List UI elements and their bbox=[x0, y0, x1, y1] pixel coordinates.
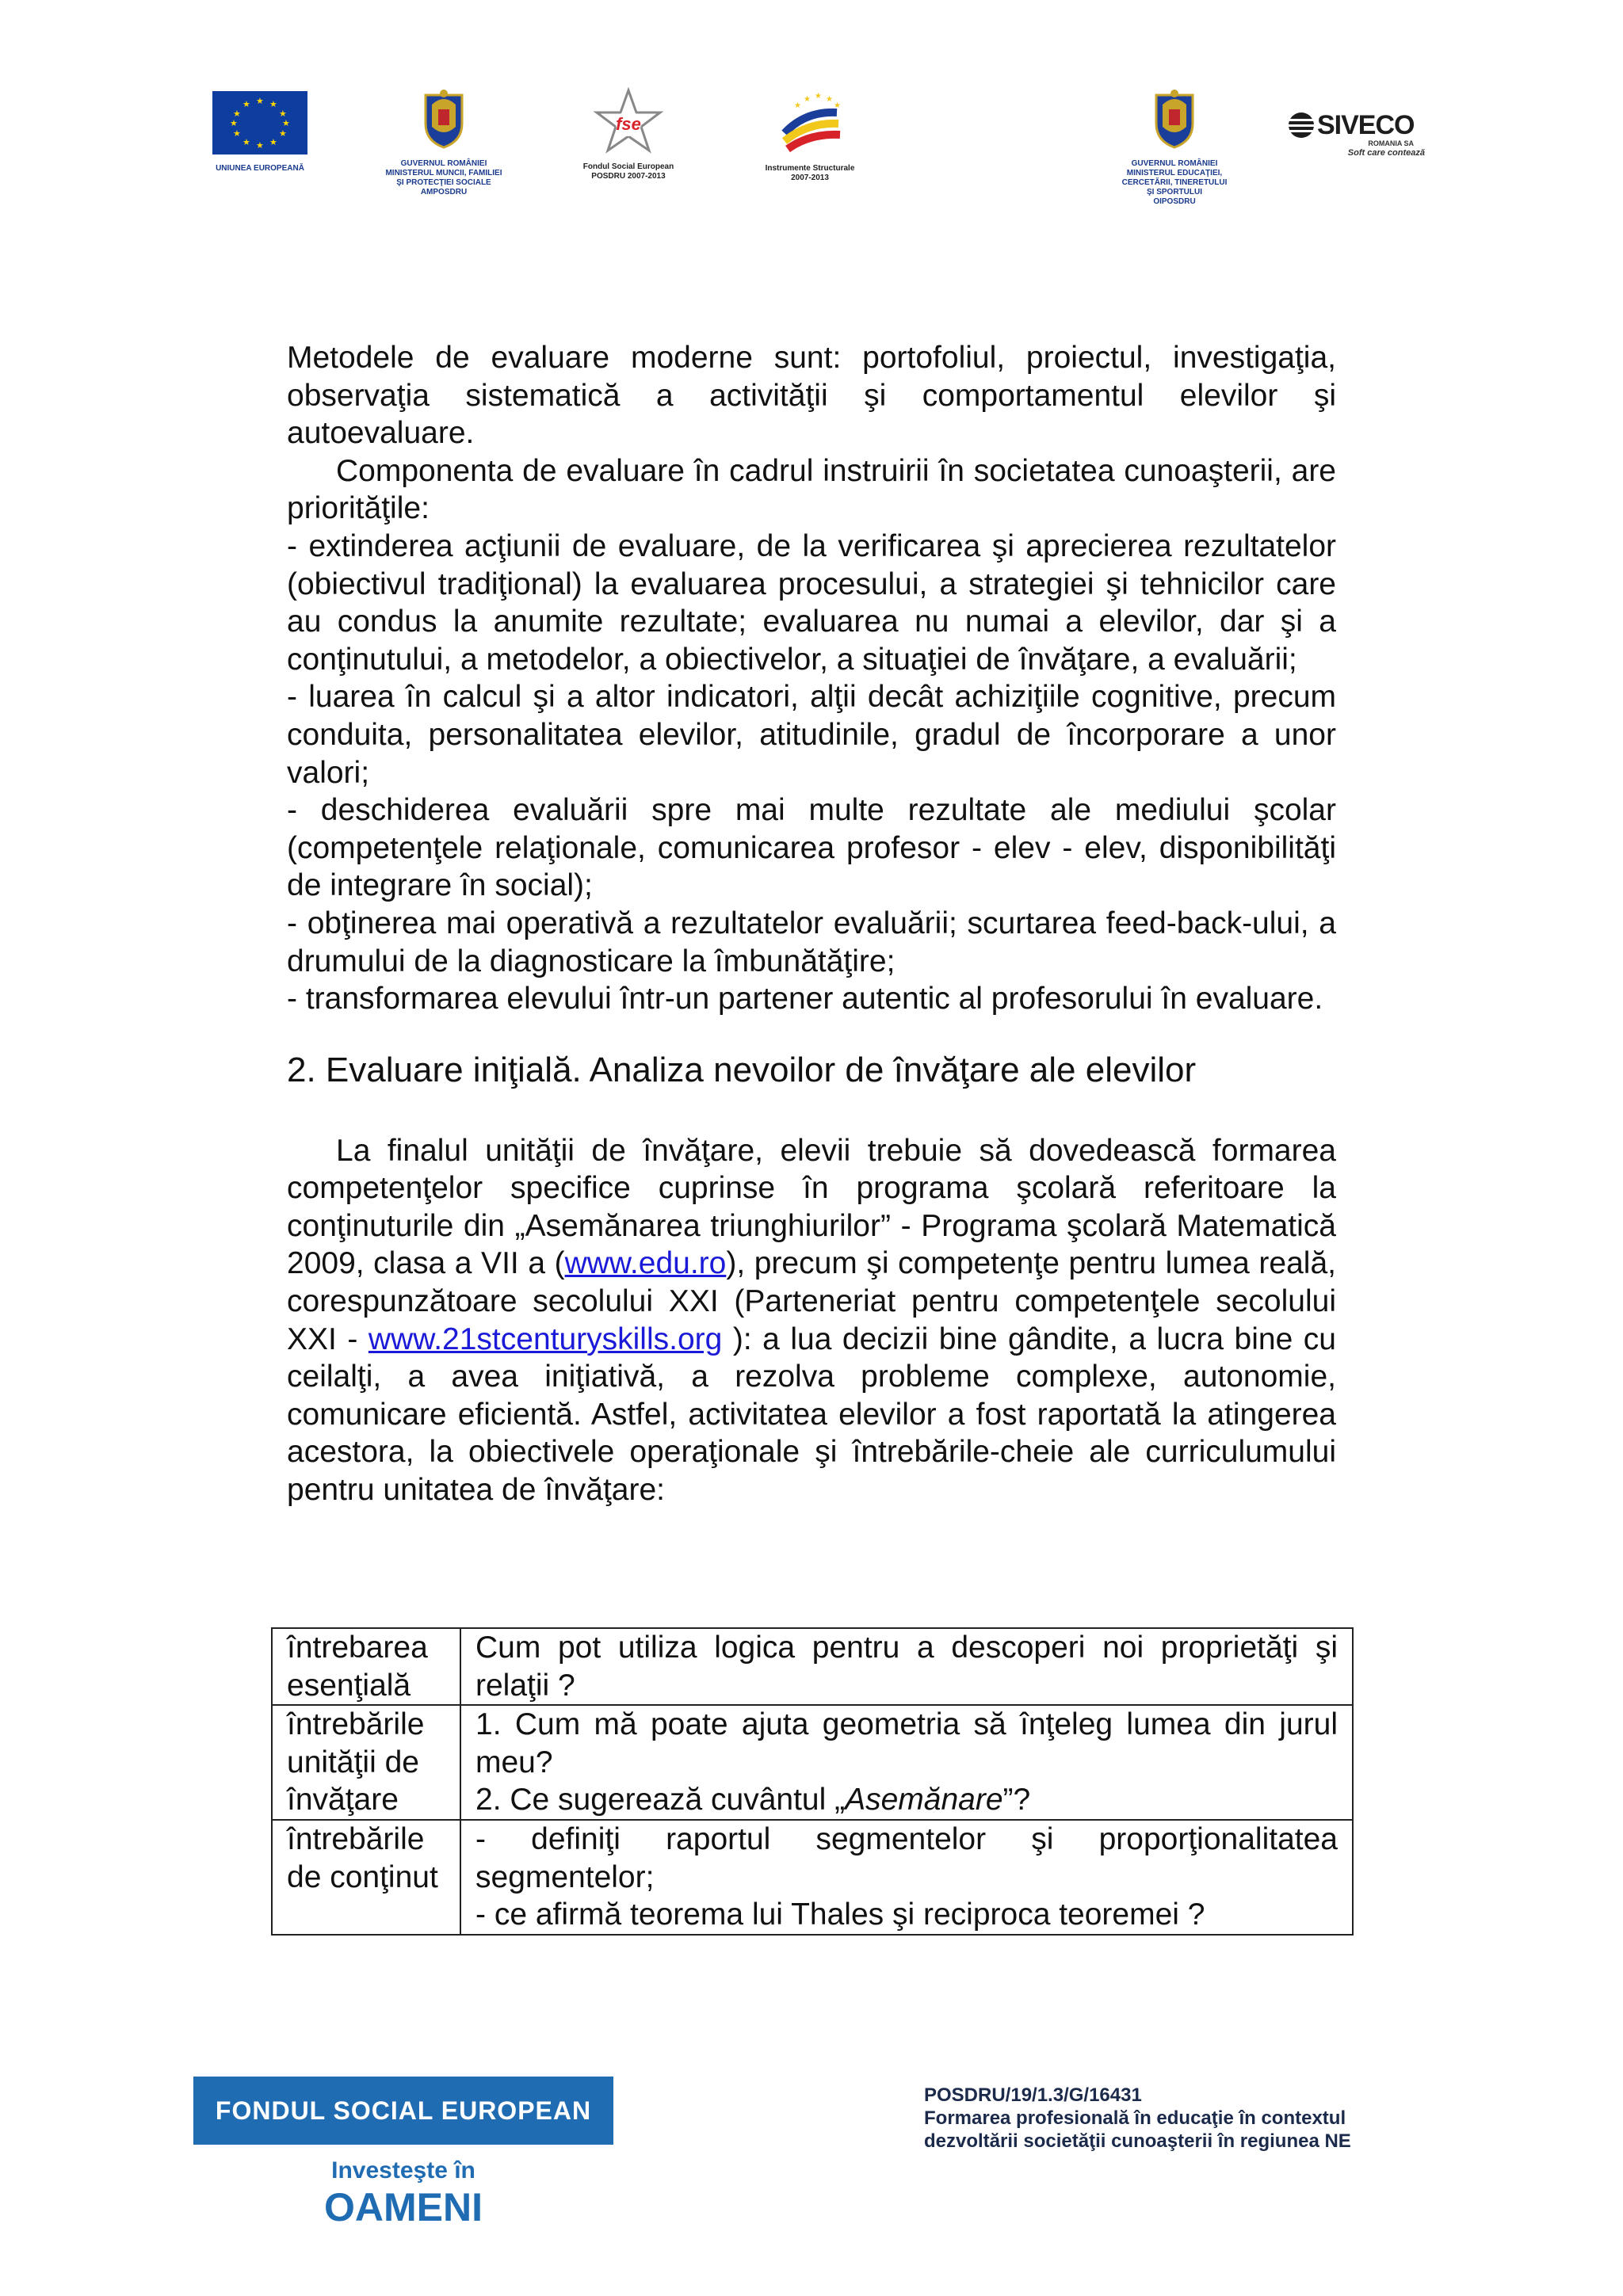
project-title-1: Formarea profesională în educaţie în contextul bbox=[924, 2107, 1346, 2129]
table-row bbox=[272, 1820, 1353, 1935]
svg-text:★: ★ bbox=[794, 101, 801, 110]
row-text-content bbox=[460, 1820, 1353, 1935]
is-caption-1: Instrumente Structurale bbox=[765, 164, 855, 173]
row-label-unit: întrebările unităţii de învăţare bbox=[272, 1705, 460, 1820]
unit-question-2-post: ”? bbox=[1002, 1783, 1031, 1817]
gov2-caption-1: GUVERNUL ROMÂNIEI bbox=[1131, 159, 1218, 168]
row-label-content: întrebările de conţinut bbox=[272, 1820, 460, 1935]
paragraph-text-b: ), precum şi competenţe pentru lumea reală, corespunzătoare secolului XXI (Parteneriat pentru competenţele secolului XXI - bbox=[287, 1246, 1336, 1356]
eu-caption: UNIUNEA EUROPEANĂ bbox=[216, 164, 304, 173]
instrumente-structurale-icon bbox=[773, 87, 846, 158]
svg-text:★: ★ bbox=[834, 101, 841, 110]
row-label-essential: întrebarea esenţială bbox=[272, 1628, 460, 1705]
paragraph-competences bbox=[287, 1132, 1336, 1509]
fse-footer-banner: FONDUL SOCIAL EUROPEAN bbox=[193, 2077, 613, 2145]
unit-question-2-emphasis: Asemănare bbox=[845, 1783, 1003, 1817]
list-item-priority-2: - luarea în calcul şi a altor indicatori, alţii decât achiziţiile cognitive, precum conduita, personalitatea elevilor, atitudinile, gradul de încorporare a unor valori; bbox=[287, 680, 1336, 790]
eu-flag-icon: ★ ★ ★ ★ ★ ★ ★ ★ ★ ★ ★ ★ bbox=[212, 91, 307, 154]
content-question-2: - ce afirmă teorema lui Thales şi reciproca teoremei ? bbox=[475, 1897, 1205, 1932]
paragraph-text-c: ): a lua decizii bine gândite, a lucra bine cu ceilalţi, a avea iniţiativă, a rezolva probleme complexe, autonomie, comunicare eficientă. Astfel, activitatea elevilor a fost raportată la atingerea acestora, la obiectivele operaţionale şi întrebările-cheie ale curriculumului pentru unitatea de învăţare: bbox=[287, 1322, 1336, 1508]
fse-star-icon bbox=[592, 87, 665, 155]
list-item-priority-3: - deschiderea evaluării spre mai multe rezultate ale mediului şcolar (competenţele relaţionale, comunicarea profesor - elev - elev, disponibilităţi de integrare în social); bbox=[287, 793, 1336, 903]
paragraph-evaluation-methods: Metodele de evaluare moderne sunt: portofoliul, proiectul, investigaţia, observaţia sistematică a activităţii şi comportamentul elevilor şi autoevaluare. bbox=[287, 341, 1336, 451]
gov2-caption-5: OIPOSDRU bbox=[1153, 197, 1196, 206]
coat-of-arms-icon bbox=[421, 87, 467, 151]
table-row bbox=[272, 1628, 1353, 1705]
paragraph-text-a: La finalul unităţii de învăţare, elevii trebuie să dovedească formarea competenţelor specifice cuprinse în programa şcolară referitoare la conţinuturile din „Asemănarea triunghiurilor” - Programa şcolară Matematică 2009, clasa a VII a ( bbox=[287, 1133, 1336, 1281]
siveco-sub: ROMANIA SA bbox=[1368, 139, 1414, 147]
list-item-priority-4: - obţinerea mai operativă a rezultatelor evaluării; scurtarea feed-back-ului, a drumului de la diagnosticare la îmbunătăţire; bbox=[287, 906, 1336, 978]
unit-question-2-pre: 2. Ce sugerează cuvântul „ bbox=[475, 1783, 846, 1817]
list-item-priority-1: - extinderea acţiunii de evaluare, de la verificarea şi aprecierea rezultatelor (obiectivul tradiţional) la evaluarea procesului, a strategiei şi tehnicilor care au condus la anumite rezultate; evaluarea nu numai a elevilor, dar şi a conţinutului, a metodelor, a obiectivelor, a situaţiei de învăţare, a evaluării; bbox=[287, 528, 1336, 677]
unit-question-1: 1. Cum mă poate ajuta geometria să înţeleg lumea din jurul meu? bbox=[475, 1707, 1338, 1779]
siveco-name: SIVECO bbox=[1317, 110, 1415, 140]
svg-text:★: ★ bbox=[826, 95, 833, 104]
paragraph-priorities-intro: Componenta de evaluare în cadrul instruirii în societatea cunoaşterii, are priorităţile: bbox=[287, 453, 1336, 526]
section-heading: 2. Evaluare iniţială. Analiza nevoilor de învăţare ale elevilor bbox=[287, 1050, 1197, 1089]
link-21stcenturyskills[interactable]: www.21stcenturyskills.org bbox=[368, 1322, 723, 1356]
project-info bbox=[924, 2084, 1431, 2153]
fse-footer-people: OAMENI bbox=[324, 2185, 483, 2229]
eu-logo bbox=[208, 91, 311, 174]
fse-logo bbox=[569, 87, 688, 181]
siveco-tagline: Soft care contează bbox=[1347, 148, 1425, 158]
svg-text:★: ★ bbox=[815, 92, 822, 101]
gov1-caption-3: ŞI PROTECŢIEI SOCIALE bbox=[396, 178, 491, 187]
key-questions-table bbox=[271, 1627, 1354, 1936]
fse-caption-2: POSDRU 2007-2013 bbox=[591, 172, 666, 181]
link-edu-ro[interactable]: www.edu.ro bbox=[564, 1246, 727, 1281]
gov2-caption-3: CERCETĂRII, TINERETULUI bbox=[1121, 178, 1228, 187]
gov-education-logo bbox=[1103, 87, 1246, 207]
gov2-caption-4: ŞI SPORTULUI bbox=[1146, 188, 1202, 196]
gov2-caption-2: MINISTERUL EDUCAŢIEI, bbox=[1126, 169, 1223, 177]
row-text-essential: Cum pot utiliza logica pentru a descoperi noi proprietăţi şi relaţii ? bbox=[460, 1628, 1353, 1705]
list-item-priority-5: - transformarea elevului într-un partener autentic al profesorului în evaluare. bbox=[287, 982, 1323, 1016]
gov-labour-logo bbox=[372, 87, 515, 197]
unit-question-2 bbox=[475, 1781, 1338, 1819]
project-code: POSDRU/19/1.3/G/16431 bbox=[924, 2084, 1142, 2106]
fse-footer-invest: Investeşte în bbox=[331, 2157, 475, 2183]
table-row bbox=[272, 1705, 1353, 1820]
gov1-caption-2: MINISTERUL MUNCII, FAMILIEI bbox=[385, 169, 502, 177]
siveco-logo bbox=[1285, 111, 1428, 158]
instrumente-structurale-logo bbox=[747, 87, 873, 183]
content-question-1: - definiţi raportul segmentelor şi proporţionalitatea segmentelor; bbox=[475, 1821, 1338, 1894]
siveco-globe-icon bbox=[1285, 111, 1317, 139]
coat-of-arms-icon bbox=[1151, 87, 1197, 151]
svg-text:★: ★ bbox=[804, 95, 811, 104]
gov1-caption-4: AMPOSDRU bbox=[420, 188, 468, 196]
fse-logo-text: fse bbox=[616, 114, 641, 134]
is-caption-2: 2007-2013 bbox=[791, 174, 829, 182]
fse-caption-1: Fondul Social European bbox=[582, 162, 674, 171]
gov1-caption-1: GUVERNUL ROMÂNIEI bbox=[400, 159, 487, 168]
project-title-2: dezvoltării societăţii cunoaşterii în regiunea NE bbox=[924, 2130, 1351, 2152]
document-body bbox=[287, 339, 1336, 1509]
row-text-unit bbox=[460, 1705, 1353, 1820]
